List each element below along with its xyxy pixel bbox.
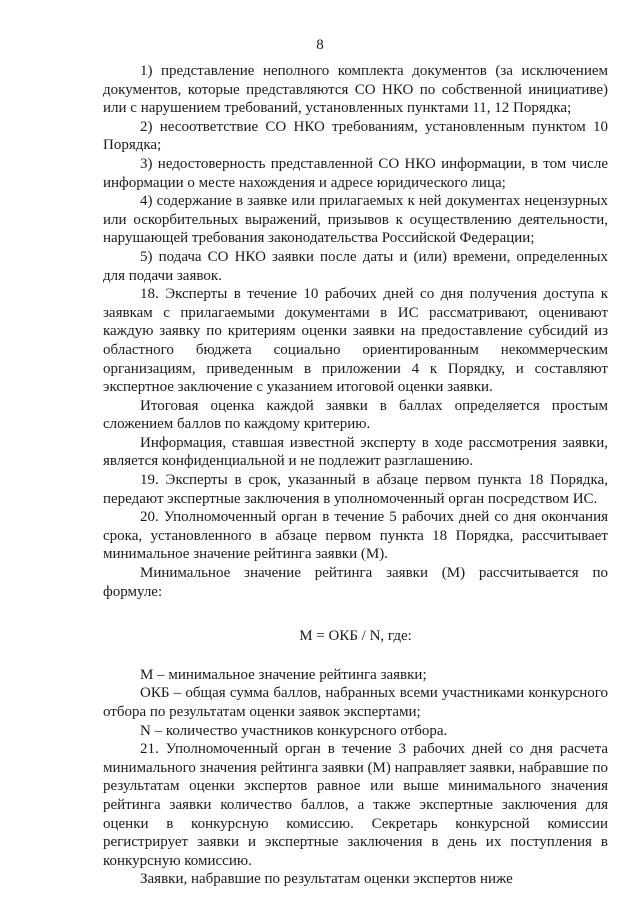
paragraph: 4) содержание в заявке или прилагаемых к ней документах нецензурных или оскорбительных выражений, призывов к осуществлению деятельности, нарушающей требования законодательства Российской Федерации;: [103, 193, 608, 247]
paragraph: Итоговая оценка каждой заявки в баллах определяется простым сложением баллов по каждому критерию.: [103, 397, 608, 433]
paragraph: 19. Эксперты в срок, указанный в абзаце первом пункта 18 Порядка, передают экспертные заключения в уполномоченный орган посредством ИС.: [103, 472, 608, 507]
formula: М = ОКБ / N, где:: [299, 628, 412, 645]
paragraph: 5) подача СО НКО заявки после даты и (или) времени, определенных для подачи заявок.: [103, 248, 608, 284]
paragraph: М – минимальное значение рейтинга заявки;: [140, 666, 427, 683]
paragraph: N – количество участников конкурсного отбора.: [140, 722, 448, 739]
document-body: [103, 62, 608, 889]
page-number: 8: [316, 37, 324, 53]
paragraph: 2) несоответствие СО НКО требованиям, установленным пунктом 10 Порядка;: [103, 118, 608, 154]
paragraph: 1) представление неполного комплекта документов (за исключением документов, которые представляются СО НКО по собственной инициативе) или с нарушением требований, установленных пунктами 11, 12 Порядка;: [103, 63, 608, 117]
paragraph: Заявки, набравшие по результатам оценки экспертов ниже: [140, 871, 513, 888]
paragraph: Минимальное значение рейтинга заявки (М) рассчитывается по формуле:: [103, 565, 608, 600]
paragraph: 20. Уполномоченный орган в течение 5 рабочих дней со дня окончания срока, установленного в абзаце первом пункта 18 Порядка, рассчитывает минимальное значение рейтинга заявки (М).: [103, 509, 608, 563]
paragraph: 21. Уполномоченный орган в течение 3 рабочих дней со дня расчета минимального значения рейтинга заявки (М) направляет заявки, набравшие по результатам оценки экспертов равное или выше минимального значения рейтинга заявки количество баллов, а также экспертные заключения для оценки в конкурсную комиссию. Секретарь конкурсной комиссии регистрирует заявки и экспертные заключения в день их поступления в конкурсную комиссию.: [103, 741, 608, 869]
paragraph: 3) недостоверность представленной СО НКО информации, в том числе информации о месте нахождения и адресе юридического лица;: [103, 155, 608, 191]
paragraph: Информация, ставшая известной эксперту в ходе рассмотрения заявки, является конфиденциальной и не подлежит разглашению.: [103, 434, 608, 470]
paragraph: ОКБ – общая сумма баллов, набранных всеми участниками конкурсного отбора по результатам оценки заявок экспертами;: [103, 685, 608, 720]
paragraph: 18. Эксперты в течение 10 рабочих дней со дня получения доступа к заявкам с прилагаемыми документами в ИС рассматривают, оценивают каждую заявку по критериям оценки заявки на предоставление субсидий из областного бюджета социально ориентированным некоммерческим организациям, приведенным в приложении 4 к Порядку, и составляют экспертное заключение с указанием итоговой оценки заявки.: [103, 286, 608, 396]
